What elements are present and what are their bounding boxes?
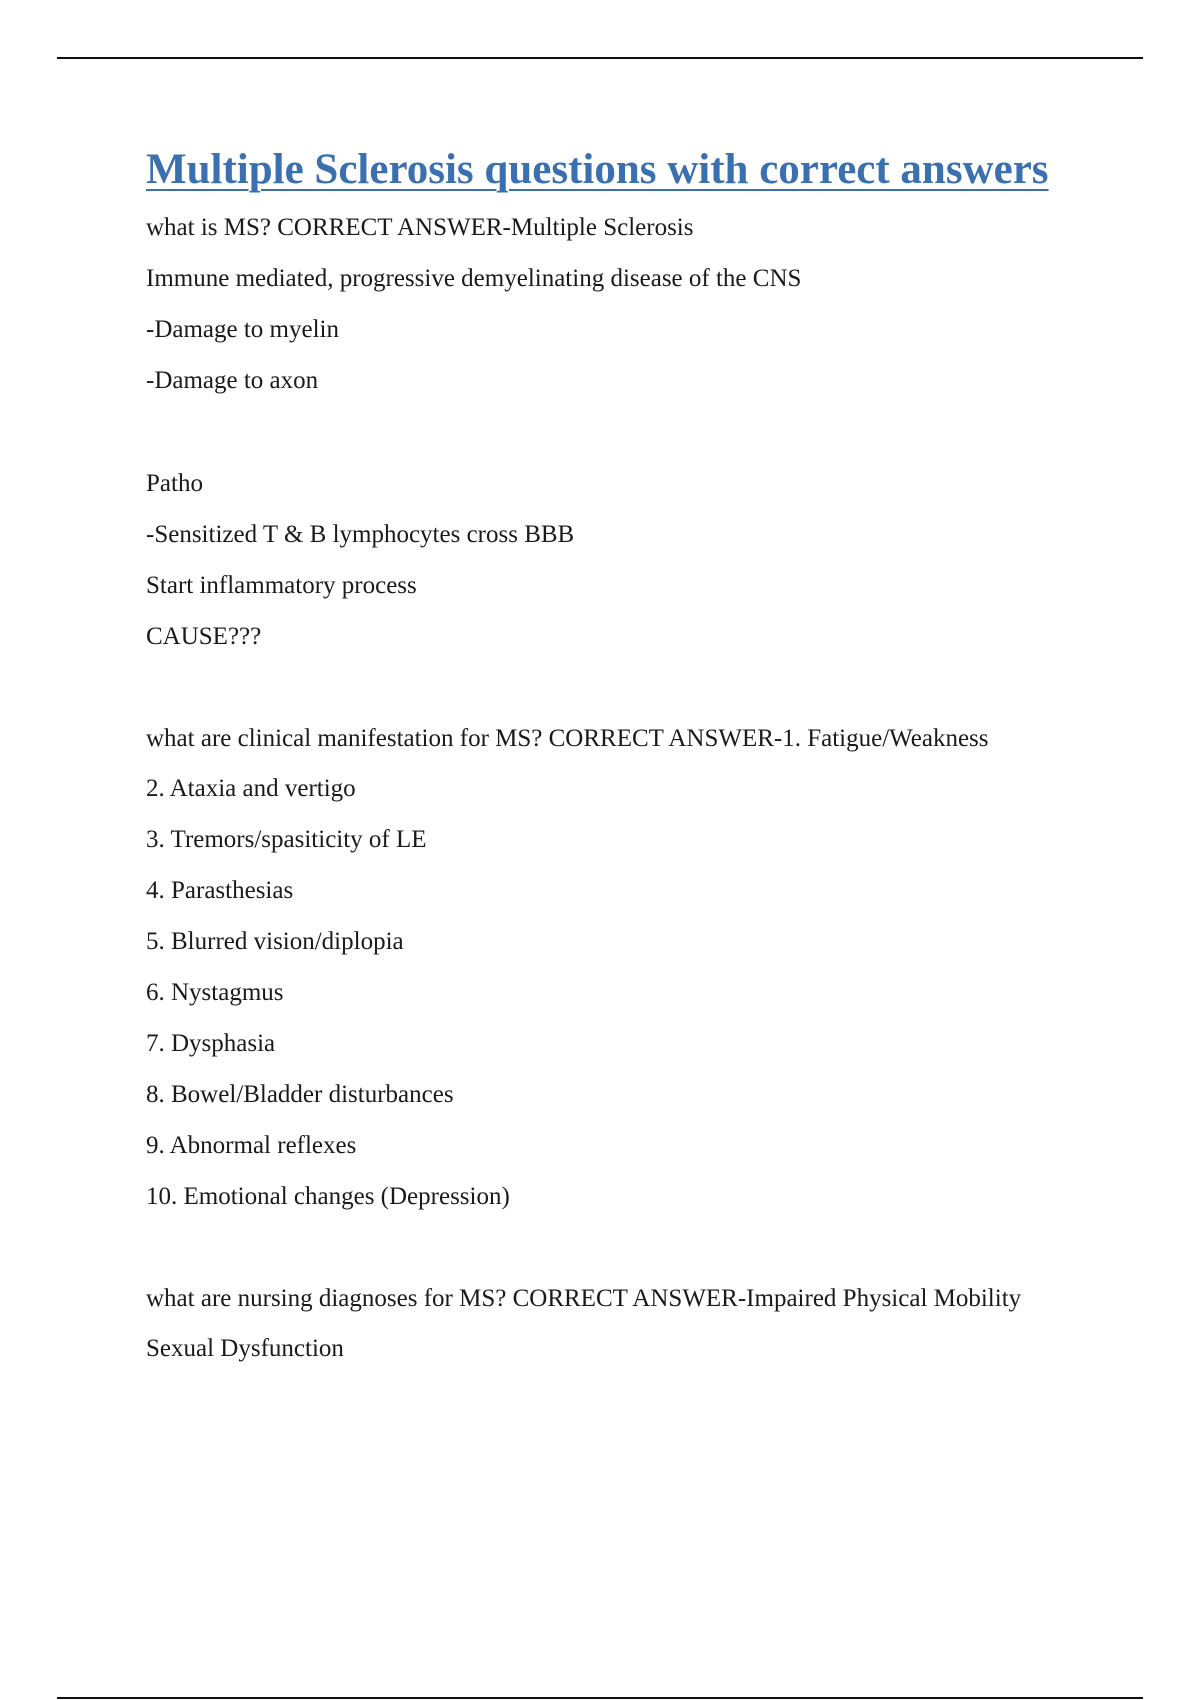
section-what-is-ms bbox=[146, 210, 1066, 399]
section-patho bbox=[146, 466, 1066, 655]
list-item: 6. Nystagmus bbox=[146, 979, 284, 1006]
answer-line: -Damage to myelin bbox=[146, 316, 339, 343]
answer-line: Patho bbox=[146, 470, 203, 497]
list-item: 10. Emotional changes (Depression) bbox=[146, 1183, 510, 1210]
section-clinical-manifestations bbox=[146, 722, 1066, 1215]
top-rule bbox=[57, 57, 1143, 59]
list-item: 8. Bowel/Bladder disturbances bbox=[146, 1081, 454, 1108]
list-item: 3. Tremors/spasiticity of LE bbox=[146, 826, 427, 853]
document-title: Multiple Sclerosis questions with correct answers bbox=[146, 146, 1049, 193]
section-gap bbox=[146, 414, 1066, 466]
answer-line: -Damage to axon bbox=[146, 367, 319, 394]
list-item: 2. Ataxia and vertigo bbox=[146, 775, 356, 802]
list-item: 9. Abnormal reflexes bbox=[146, 1132, 357, 1159]
answer-line: CAUSE??? bbox=[146, 623, 262, 650]
section-gap bbox=[146, 1230, 1066, 1282]
list-item: 4. Parasthesias bbox=[146, 877, 294, 904]
answer-line: Start inflammatory process bbox=[146, 572, 417, 599]
question-line: what is MS? CORRECT ANSWER-Multiple Sclerosis bbox=[146, 214, 694, 241]
section-gap bbox=[146, 670, 1066, 722]
question-line: what are nursing diagnoses for MS? CORRECT ANSWER-Impaired Physical Mobility bbox=[146, 1285, 1022, 1312]
bottom-rule bbox=[57, 1697, 1143, 1699]
section-nursing-diagnoses bbox=[146, 1282, 1066, 1367]
answer-line: Immune mediated, progressive demyelinating disease of the CNS bbox=[146, 265, 802, 292]
question-line: what are clinical manifestation for MS? CORRECT ANSWER-1. Fatigue/Weakness bbox=[146, 725, 989, 752]
list-item: 7. Dysphasia bbox=[146, 1030, 276, 1057]
answer-line: Sexual Dysfunction bbox=[146, 1335, 344, 1362]
answer-line: -Sensitized T & B lymphocytes cross BBB bbox=[146, 521, 575, 548]
list-item: 5. Blurred vision/diplopia bbox=[146, 928, 404, 955]
document-body bbox=[146, 142, 1066, 1382]
